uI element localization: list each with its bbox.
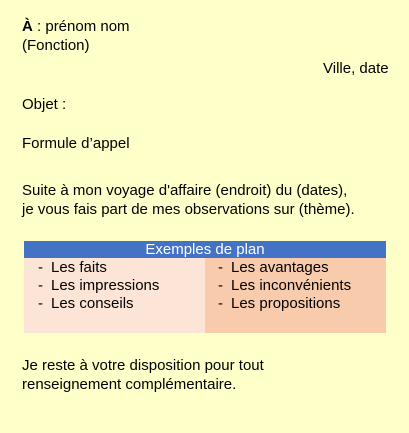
plan-table-body-row [24, 258, 386, 333]
plan-item-les-faits [38, 259, 205, 277]
plan-list-left [24, 258, 205, 313]
plan-bullet: - [218, 277, 223, 294]
plan-item-les-avantages [218, 259, 386, 277]
plan-item-label: Les faits [51, 259, 107, 276]
plan-item-les-conseils [38, 295, 205, 313]
intro-line-1: Suite à mon voyage d'affaire (endroit) du (dates), [22, 182, 348, 199]
plan-bullet: - [218, 295, 223, 312]
plan-item-les-propositions [218, 295, 386, 313]
plan-table-left-column [24, 258, 205, 333]
plan-item-les-impressions [38, 277, 205, 295]
plan-table-header: Exemples de plan [24, 241, 386, 258]
salutation: Formule d’appel [22, 135, 130, 152]
plan-table-right-column [205, 258, 386, 333]
plan-item-label: Les avantages [231, 259, 329, 276]
place-date: Ville, date [323, 60, 389, 77]
recipient-name: : prénom nom [32, 18, 130, 35]
plan-table [24, 241, 386, 333]
recipient-function: (Fonction) [22, 37, 90, 54]
plan-item-les-inconvenients [218, 277, 386, 295]
plan-item-label: Les inconvénients [231, 277, 352, 294]
subject-label: Objet : [22, 96, 67, 113]
plan-bullet: - [38, 259, 43, 276]
plan-bullet: - [38, 295, 43, 312]
plan-list-right [205, 258, 386, 313]
plan-item-label: Les propositions [231, 295, 341, 312]
plan-table-header-row [24, 241, 386, 258]
plan-item-label: Les conseils [51, 295, 134, 312]
closing-line-2: renseignement complémentaire. [22, 376, 237, 393]
plan-bullet: - [218, 259, 223, 276]
plan-bullet: - [38, 277, 43, 294]
intro-line-2: je vous fais part de mes observations sur (thème). [22, 201, 355, 218]
recipient-prefix: À [22, 18, 33, 35]
closing-line-1: Je reste à votre disposition pour tout [22, 357, 264, 374]
plan-item-label: Les impressions [51, 277, 160, 294]
recipient-line [22, 18, 130, 36]
